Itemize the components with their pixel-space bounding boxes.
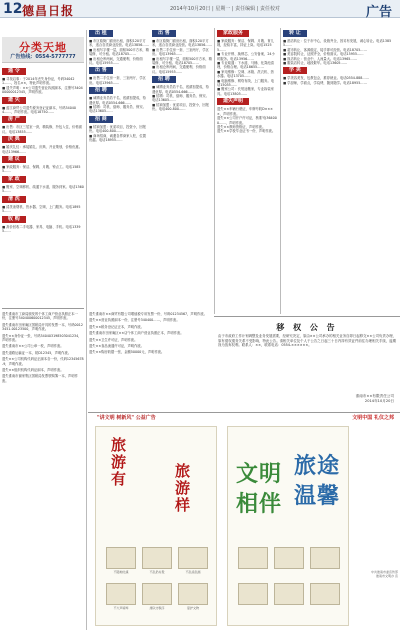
divider	[214, 28, 215, 314]
divider	[2, 308, 84, 309]
poster-left-line2: 旅游样	[173, 463, 191, 514]
illustration-label: 不大声喧哗	[113, 606, 129, 610]
notice-item: 遗失淮南市工商局颁发的个体工商户营业执照正本一份，注册号340400600012345，声明作废。	[2, 312, 78, 321]
illustration-label: 不乱扔垃圾	[149, 570, 165, 574]
cat-label: 收 购	[2, 216, 26, 223]
divider	[280, 28, 281, 314]
cat-label: 遗失声明	[217, 98, 249, 105]
ad-item: ■ 高价回收二手电器、家具、电脑、手机。电话13395……	[2, 224, 81, 233]
banner-title: 分类天地	[19, 41, 67, 54]
notice-item: 遗失××教师资格证，声明作废。	[217, 124, 266, 129]
notice-item: 遗失××税务登记证正本，声明作废。	[89, 324, 144, 329]
notice-item: 遗失××食品流通许可证，声明作废。	[89, 344, 144, 349]
poster-right	[227, 426, 349, 626]
notice-item: 遗失××卫生许可证，声明作废。	[89, 337, 138, 342]
column-1-lower	[2, 312, 84, 632]
cat-label: 学 美	[283, 67, 307, 74]
cat-label: 出 售	[152, 30, 176, 37]
cat-label: 清 洗	[2, 196, 26, 203]
illustration	[106, 547, 136, 574]
ad-item: ■ 出售二手住房一套，三室两厅，学区房。电话13965……	[89, 76, 146, 85]
divider	[88, 412, 400, 413]
notice-item: 遗失××身份证一张，号码340403198503041234，声明作废。	[2, 333, 82, 343]
ad-item: ■ 蓝江商贸公司遗失税务登记证副本，号码340404……，声明作废。电话18750……	[2, 105, 76, 115]
ad-item: ■ 超市转让，客源稳定，接手即可经营。电话18705……	[283, 47, 367, 52]
ad-item: ■ 学厨师，学面点，学烧烤，随到随学。电话18955……	[283, 80, 367, 85]
cat-label: 建 议	[2, 156, 26, 163]
notice-item: 遗失××购房收据一张，金额50000元，声明作废。	[89, 350, 165, 355]
ad-item: ■ 酒店转让：位于市中心，设施齐全，因另有发展，诚心转让。电话13855……	[283, 39, 392, 48]
poster-right-line1: 文明	[236, 461, 283, 487]
ad-item: ■ 诚聘业务员若干名，底薪加提成，待遇优厚。电话0554-666……	[152, 85, 209, 94]
ad-item: ■ 美容院转让，证照齐全，价格面议。电话15955……	[283, 52, 364, 57]
ad-item: ■ 学美容美发，包教包会，推荐就业。电话0554-888……	[283, 76, 369, 81]
illustration	[178, 583, 208, 610]
ad-item: ■ 招聘：司机、厨师、服务员、保安。电话13605……	[89, 105, 146, 114]
illustration	[310, 583, 340, 605]
ad-item: ■ 搬家、空调移机、疏通下水道，服务到家。电话13605……	[2, 184, 84, 194]
poster-left-line1: 旅游有	[109, 437, 127, 488]
banner-phone: 广告热线：0554-5777777	[10, 54, 76, 60]
ad-item: ■ 出租写字楼一层，面积500平方米，精装修，可分租。电话18705……	[152, 56, 212, 66]
illustration	[142, 547, 172, 574]
illustration-label: 不随地吐痰	[113, 570, 129, 574]
illustration	[238, 583, 268, 605]
ad-item: ■ 出租仓库两间，交通便利，价格面议。电话15955……	[152, 65, 206, 74]
ad-item: ■ 专业开锁、换锁芯，公安备案，24小时服务。电话13956……	[217, 52, 275, 61]
column-2	[89, 28, 149, 308]
ad-item: ■ 市区临街门面房出租，面积120平方米，适合各类商业经营。电话13856……	[152, 39, 212, 48]
ad-item: ■ 出租仓库两间，交通便利，价格面议。电话15955……	[89, 56, 143, 66]
ad-item: ■ 招聘：司机、厨师、服务员、保安。电话13605……	[152, 94, 209, 103]
ad-item: ■ 市区临街门面房出租，面积120平方米，适合各类商业经营。电话13856……	[89, 39, 149, 48]
column-4	[283, 28, 397, 314]
ad-item: ■ 搬家公司：长短途搬家，专业拆装家具。电话13805……	[217, 87, 274, 96]
illustration	[274, 547, 304, 569]
poster-right-line2: 相伴	[236, 491, 283, 517]
ad-item: ■ 出售二手住房一套，三室两厅，学区房。电话13965……	[152, 47, 209, 57]
ad-item: ■ 清洗油烟机、热水器、空调，上门服务。电话18955……	[2, 204, 81, 214]
ad-item: ■ 诚聘业务员若干名，底薪加提成，待遇优厚。电话0554-666……	[89, 96, 146, 105]
cat-label: 招 聘	[89, 87, 113, 94]
ad-item: ■ 家电维修：空调、冰箱、洗衣机、热水器。电话13705……	[217, 69, 274, 79]
poster-right-line4: 温馨	[294, 483, 341, 509]
cat-label: 转 让	[283, 30, 307, 37]
notice-date: 2014年10月20日	[364, 398, 394, 403]
notice-item: 遗失淮南市××公司公章一枚，声明作废。	[2, 344, 64, 349]
notice-item: 遗失××营业执照副本一份，注册号340400……，声明作废。	[89, 318, 180, 323]
notice-item: 遗失××公司机构代码证正副本各一份，代码12345678-9，声明作废。	[2, 357, 84, 366]
notice-title: 移 权 公 告	[276, 323, 338, 332]
ad-item: ■ 家政服务：保洁、保姆、月嫂、钟点工。电话15855……	[2, 165, 81, 174]
ad-item: ■ 商场招商，诚邀各界商家入驻，位置优越。电话18955……	[89, 133, 146, 143]
notice-signer: 淮南市××有限责任公司	[355, 394, 394, 398]
cat-label: 通 令	[2, 68, 26, 75]
notice-item: 遗失××车辆行驶证，车牌号皖D××××，声明作废。	[217, 107, 273, 116]
poster-left	[95, 426, 217, 626]
ad-item: ■ 专业疏通：下水道、马桶、化粪池清理，价格合理。电话18655……	[217, 61, 274, 70]
illustration-label: 排队守秩序	[149, 606, 165, 610]
ad-item: ■ 招商加盟：优质项目，投资小，回报快。电话400-800……	[89, 124, 146, 134]
notice-signature	[356, 394, 394, 403]
ad-item: ■ 招商加盟：优质项目，投资小，回报快。电话400-800……	[152, 102, 209, 112]
illustration-label: 爱护文物	[186, 606, 199, 610]
cat-label: 出 售	[89, 67, 113, 74]
divider	[214, 316, 400, 317]
page-header	[0, 0, 400, 18]
ad-item: ■ 电脑维修、网络布线，上门服务。电话15055……	[217, 78, 274, 88]
illustration	[142, 583, 172, 610]
cat-label: 遗 失	[2, 97, 26, 104]
column-1-upper	[2, 66, 84, 304]
illustration	[310, 547, 340, 569]
cat-label: 房 产	[2, 116, 26, 123]
illustration	[106, 583, 136, 610]
column-2-lower	[89, 312, 211, 412]
cat-label: 招 商	[89, 116, 113, 123]
poster-right-line3: 旅途	[294, 453, 341, 479]
section-title: 广告	[365, 5, 392, 20]
notice-item: 遗失淮南市田家庵区××店个体工商户营业执照正本，声明作废。	[89, 331, 184, 336]
ad-item: ■ 遗失声明：××公司遗失营业执照副本，注册号340400000012345，声明作废。	[2, 85, 83, 95]
cat-label: 招 聘	[152, 76, 176, 83]
illustration	[178, 547, 208, 574]
poster-header-left: "讲文明 树新风" 公益广告	[97, 415, 156, 421]
cat-label: 家 政	[2, 176, 26, 183]
notice-item: 遗失道路运输证一本，皖D12345，声明作废。	[2, 350, 72, 355]
illustration	[238, 547, 268, 569]
illustration-label: 不乱涂乱画	[185, 570, 201, 574]
ad-item: ■ 家政服务：保洁、保姆、月嫂、育儿嫂，经验丰富，持证上岗。电话15255……	[217, 39, 274, 52]
cat-label: 庆 典	[2, 136, 26, 143]
ad-item: ■ 婚庆礼仪：承接婚礼、庆典、开业策划，价格优惠。电话13966……	[2, 145, 82, 154]
notice-item: 遗失淮南市××商贸有限公司增值税专用发票一份，号码01234567，声明作废。	[89, 312, 207, 316]
ad-item: ■ 出售：市区三居室一套，精装修，拎包入住，价格面议。电话13855……	[2, 125, 82, 134]
ad-item: ■ 寻找启事：于2014年丢失身份证，号码340421……，姓名××，特此声明作废。	[2, 77, 75, 86]
illustration	[274, 583, 304, 605]
cat-label: 家政服务	[217, 30, 249, 37]
column-3	[217, 28, 277, 314]
header-meta: 2014年10月20日 | 星期一 | 责任编辑 | 责任校对	[170, 6, 281, 12]
notice-item: 遗失淮南市谢家集区国税局发票领购簿一本，声明作废。	[2, 374, 78, 383]
poster-header	[89, 414, 400, 423]
notice-item: 遗失××组织机构代码证副本，声明作废。	[2, 368, 64, 373]
classified-banner	[2, 37, 84, 63]
notice-item: 遗失淮南市田家庵区国税局开具的发票一本，号码00123451-00123500，声明作废。	[2, 322, 83, 332]
page-number: 12	[3, 1, 23, 17]
divider	[86, 30, 87, 630]
ad-item: ■ 服装店转让，地段繁华。电话13605……	[283, 61, 348, 66]
ad-item: ■ 饭店转让：营业中，人流量大。电话13965……	[283, 56, 357, 61]
poster-header-right: 文明中国 礼仪之邦	[352, 415, 394, 421]
column-2b	[152, 28, 212, 308]
cat-label: 出 租	[89, 30, 113, 37]
notice-item: 遗失××公司开户许可证，核准号J364000……，声明作废。	[217, 116, 277, 125]
poster-caption: 中共淮南市委宣传部 淮南市文明办 宣	[370, 570, 398, 578]
masthead: 德昌日报	[22, 4, 75, 18]
notice-body: 由于市政府工作计划调整及业务发展需要，经研究决定，原由××公司承办的相关业务自即日起移交××公司负责办理，原有债权债务关系不受影响，特此公告。请相关单位及个人于公告之日起三十日内持有效证件前往办理相关手续，逾期视为放弃权利。联系人：××，联系电话：0554-××××××。	[218, 334, 396, 348]
public-service-ad	[89, 414, 400, 634]
notice-item: 遗失××学校毕业证书一份，声明作废。	[217, 129, 276, 134]
ad-item: ■ 出租写字楼一层，面积500平方米，精装修，可分租。电话18705……	[89, 47, 149, 57]
